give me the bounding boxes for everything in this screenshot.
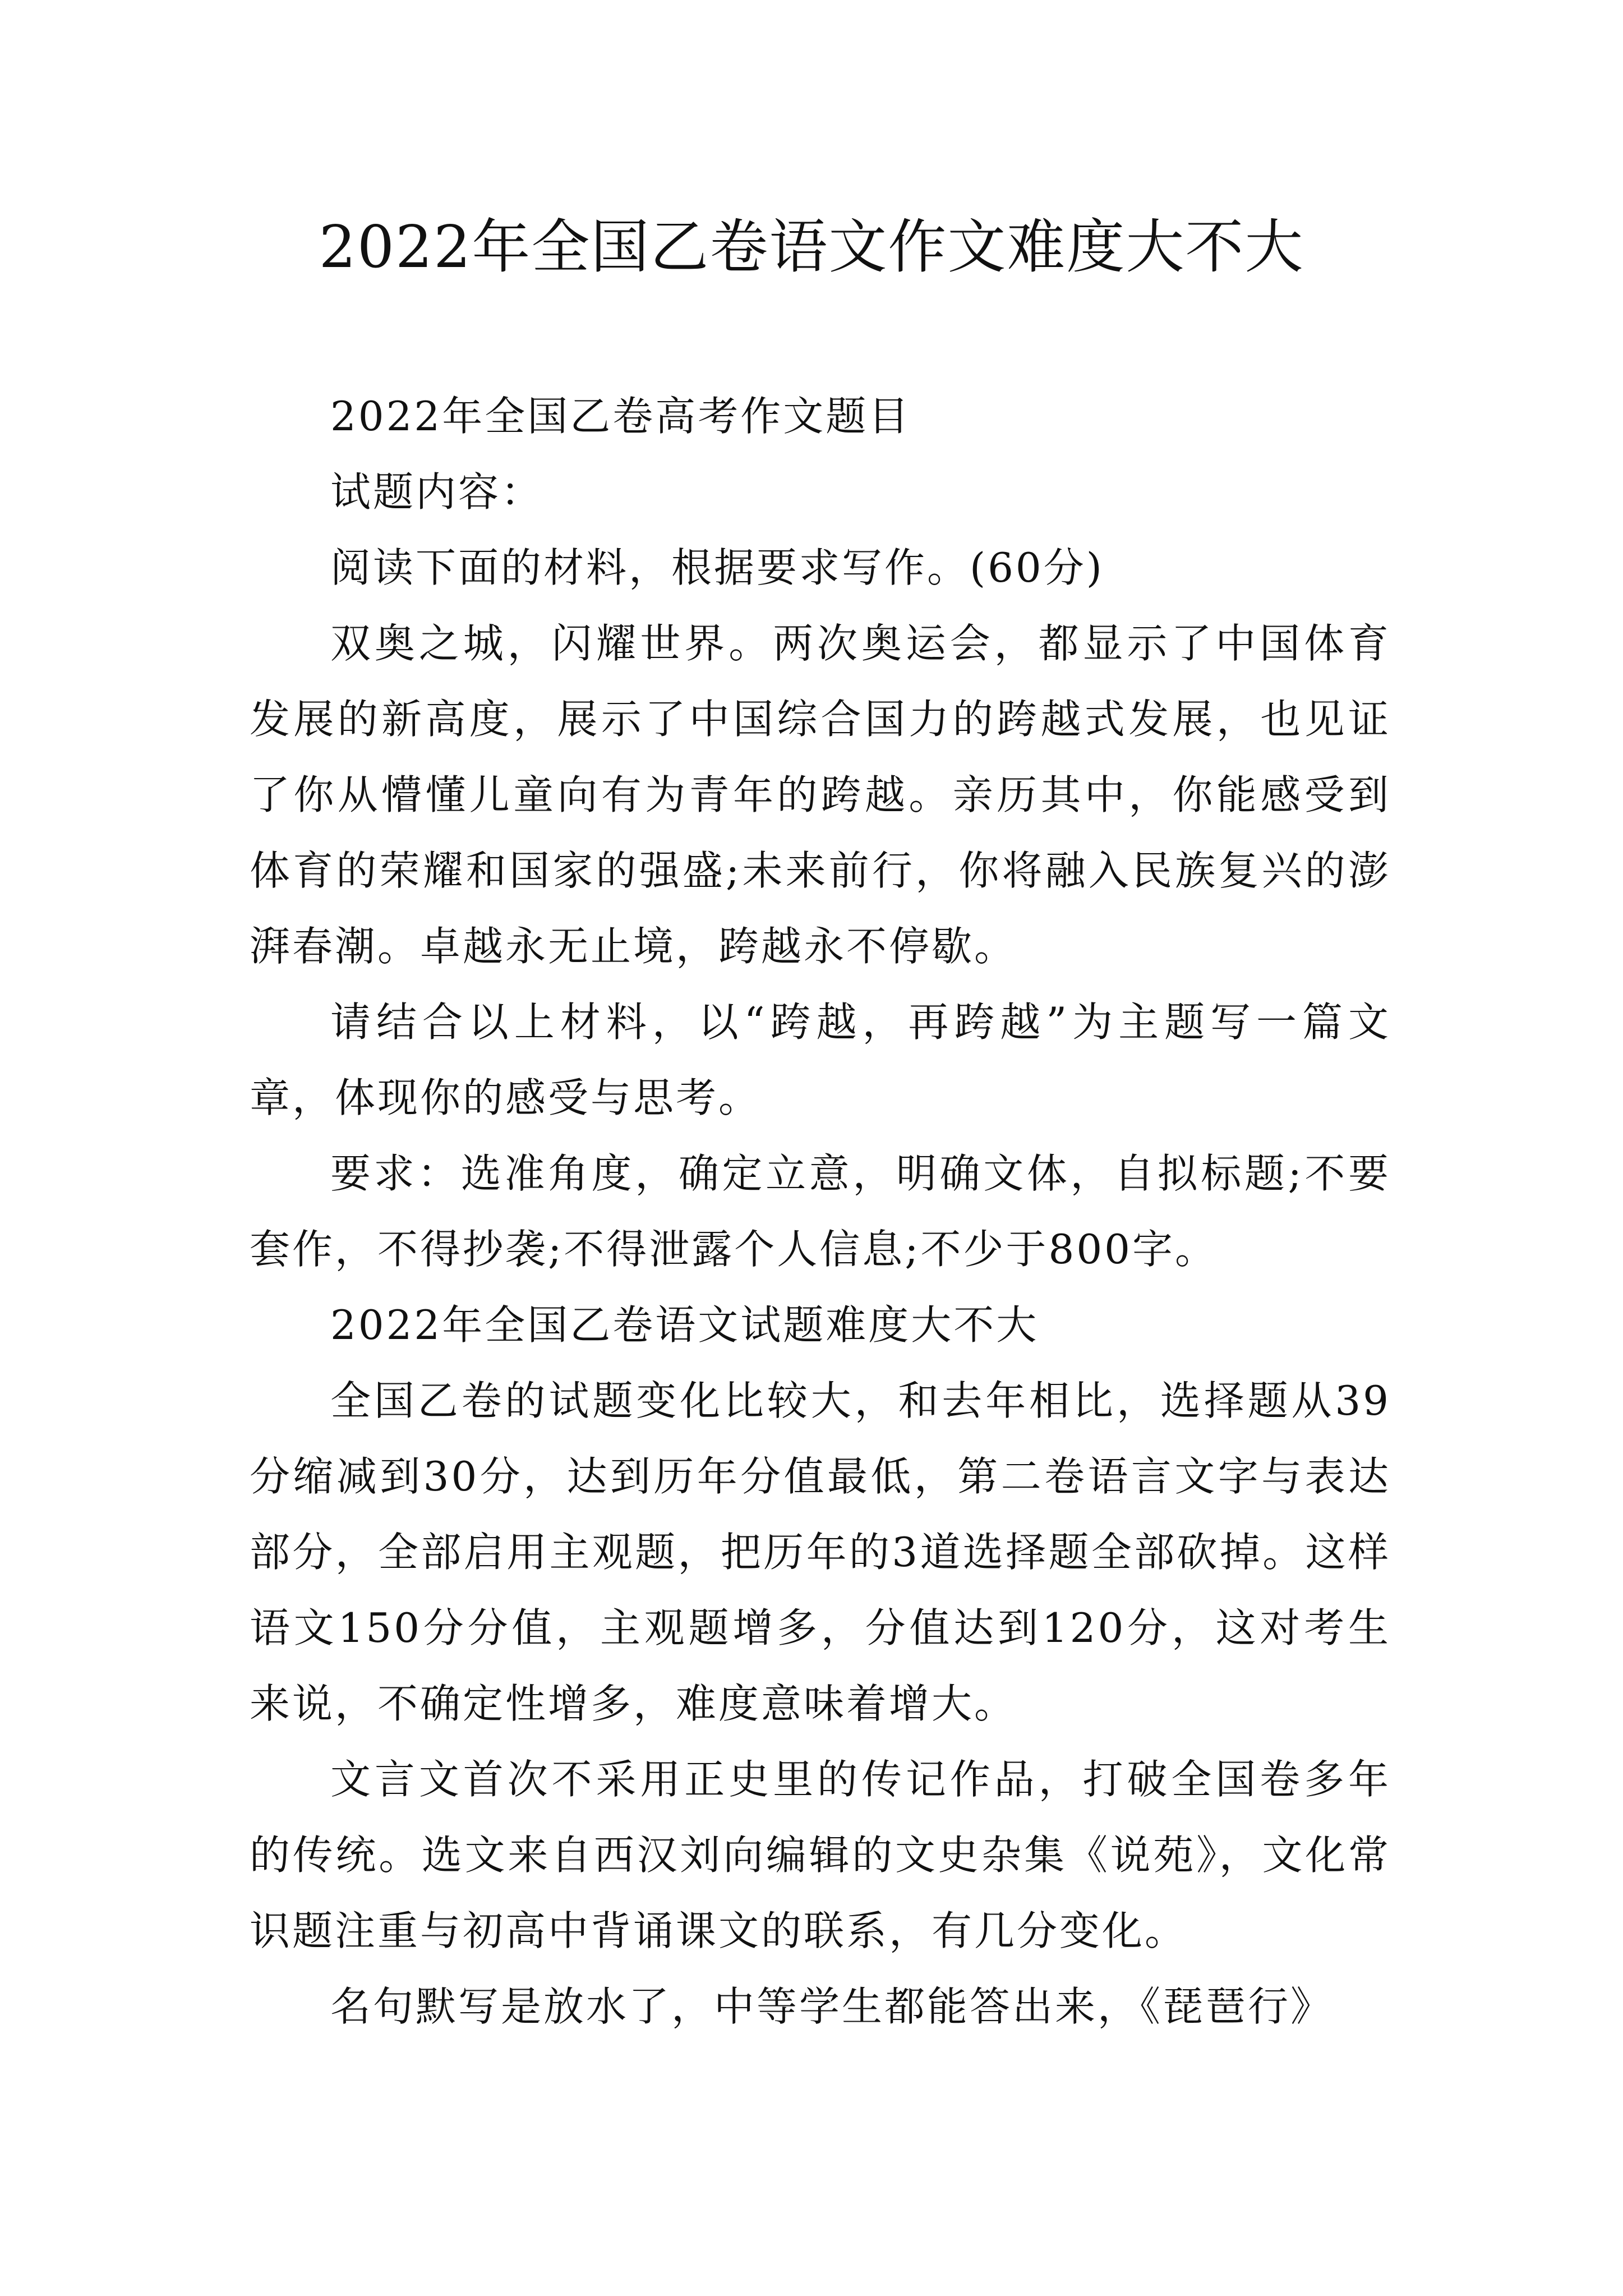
paragraph-question-content-label: 试题内容： xyxy=(330,468,544,516)
paragraph-requirements: 要求：选准角度，确定立意，明确文体，自拟标题;不要套作，不得抄袭;不得泄露个人信息;不少于800字。 xyxy=(250,1150,1391,1273)
document-title: 2022年全国乙卷语文作文难度大不大 xyxy=(319,213,1304,281)
document-body xyxy=(250,379,1391,2045)
paragraph-difficulty-heading: 2022年全国乙卷语文试题难度大不大 xyxy=(330,1301,1039,1349)
paragraph-dictation: 名句默写是放水了，中等学生都能答出来，《琵琶行》 xyxy=(330,1983,1334,2030)
paragraph-classical-chinese: 文言文首次不采用正史里的传记作品，打破全国卷多年的传统。选文来自西汉刘向编辑的文史杂集《说苑》，文化常识题注重与初高中背诵课文的联系，有几分变化。 xyxy=(250,1756,1391,1954)
paragraph-task: 请结合以上材料，以“跨越，再跨越”为主题写一篇文章，体现你的感受与思考。 xyxy=(250,999,1391,1121)
paragraph-material: 双奥之城，闪耀世界。两次奥运会，都显示了中国体育发展的新高度，展示了中国综合国力的跨越式发展，也见证了你从懵懂儿童向有为青年的跨越。亲历其中，你能感受到体育的荣耀和国家的强盛;未来前行，你将融入民族复兴的澎湃春潮。卓越永无止境，跨越永不停歇。 xyxy=(250,620,1391,970)
paragraph-essay-topic-heading: 2022年全国乙卷高考作文题目 xyxy=(330,393,911,440)
paragraph-instruction: 阅读下面的材料，根据要求写作。(60分) xyxy=(330,544,1104,591)
paragraph-score-changes: 全国乙卷的试题变化比较大，和去年相比，选择题从39分缩减到30分，达到历年分值最低，第二卷语言文字与表达部分，全部启用主观题，把历年的3道选择题全部砍掉。这样语文150分分值，主观题增多，分值达到120分，这对考生来说，不确定性增多，难度意味着增大。 xyxy=(250,1377,1391,1727)
